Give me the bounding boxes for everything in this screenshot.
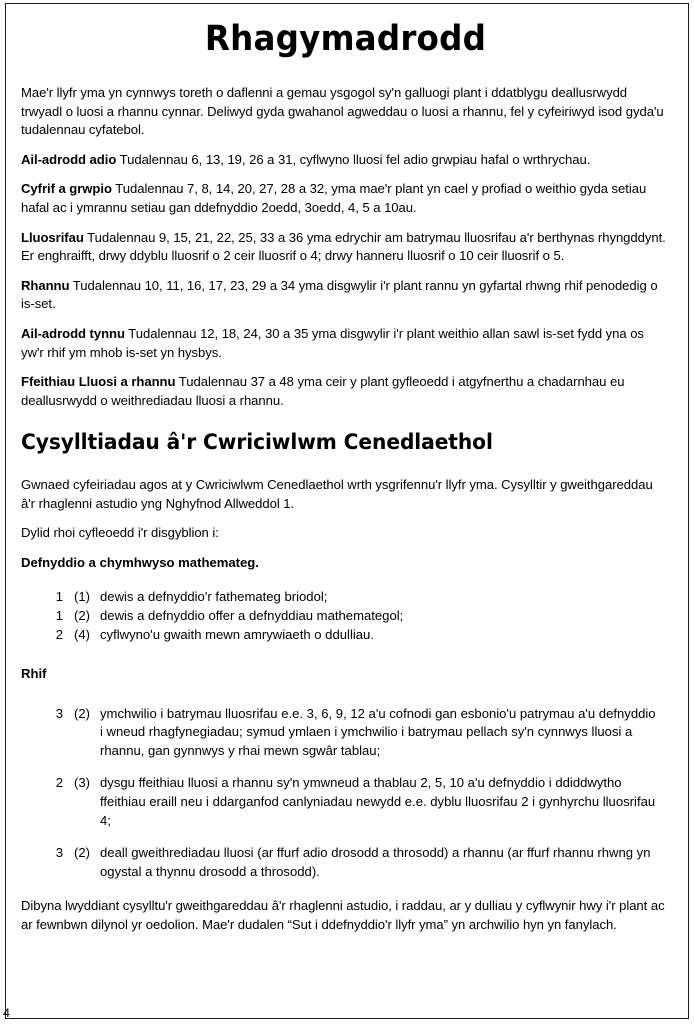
topic-term: Cyfrif a grwpio xyxy=(21,181,112,197)
topic-entry-repeated-subtraction xyxy=(21,325,670,362)
topic-text: Tudalennau 7, 8, 14, 20, 27, 28 a 32, yma mae'r plant yn cael y profiad o weithio gyda setiau hafal ac i ymrannu setiau gan ddefnyddio 2oedd, 3oedd, 4, 5 a 10au. xyxy=(21,181,647,215)
requirement-text: cyflwyno'u gwaith mewn amrywiaeth o ddulliau. xyxy=(100,626,374,642)
spacer xyxy=(21,881,670,897)
topic-entry-sharing xyxy=(21,277,670,314)
spacer xyxy=(21,218,670,229)
topic-text: Tudalennau 10, 11, 16, 17, 23, 29 a 34 yma disgwylir i'r plant rannu yn gyfartal rhwng rhif penodedig o is-set. xyxy=(21,277,658,312)
spacer xyxy=(21,455,670,476)
spacer xyxy=(21,572,670,588)
topic-text: Tudalennau 9, 15, 21, 22, 25, 33 a 36 yma edrychir am batrymau lluosrifau a'r berthynas rhyngddynt. Er enghraifft, drwy ddyblu lluosrif o 2 ceir lluosrif o 4; drwy hanneru lluosrif o 10 ceir lluosrif o 5. xyxy=(21,229,666,264)
requirement-level: 1 xyxy=(55,607,63,623)
topic-entry-multiples xyxy=(21,229,670,266)
requirement-text: deall gweithrediadau lluosi (ar ffurf adio drosodd a throsodd) a rhannu (ar ffurf rhannu rhwng yn ogystal a thynnu drosodd a throsodd). xyxy=(100,845,651,879)
list-item xyxy=(21,607,670,626)
list-item xyxy=(21,588,670,607)
list-item xyxy=(21,626,670,645)
topic-term: Lluosrifau xyxy=(21,229,84,245)
list-item xyxy=(21,844,670,881)
topic-term: Ffeithiau Lluosi a rhannu xyxy=(21,374,176,390)
spacer xyxy=(21,513,670,524)
topic-text: Tudalennau 6, 13, 19, 26 a 31, cyflwyno lluosi fel adio grwpiau hafal o wrthrychau. xyxy=(119,151,591,167)
curriculum-section-heading: Cysylltiadau â'r Cwriciwlwm Cenedlaethol xyxy=(21,430,493,456)
curriculum-paragraph-2: Dylid rhoi cyfleoedd i'r disgyblion i: xyxy=(21,525,219,541)
topic-term: Rhannu xyxy=(21,277,70,293)
requirement-list-using-maths xyxy=(21,588,670,644)
requirement-number: (4) xyxy=(74,626,91,642)
requirement-number: (2) xyxy=(74,845,91,861)
requirement-list-number xyxy=(21,705,670,882)
requirement-text: ymchwilio i batrymau lluosrifau e.e. 3, 6, 9, 12 a'u cofnodi gan esbonio'u patrymau a'u defnyddio i wneud rhagfynegiadau; symud ymlaen i ymchwilio i batrymau pellach sy'n cynnwys lluosi a rhannu, gan gynnwys y rhai mewn sgwâr tablau; xyxy=(100,705,656,758)
requirement-text: dewis a defnyddio'r fathemateg briodol; xyxy=(100,589,328,605)
topic-text: Tudalennau 37 a 48 yma ceir y plant gyfleoedd i atgyfnerthu a chadarnhau eu deallusrwydd o weithrediadau lluosi a rhannu. xyxy=(21,374,625,408)
curriculum-paragraph-1: Gwnaed cyfeiriadau agos at y Cwriciwlwm Cenedlaethol wrth ysgrifennu'r llyfr yma. Cysylltir y gweithgareddau â'r rhaglenni astudio yng Nghyfnod Allweddol 1. xyxy=(21,476,653,511)
spacer xyxy=(21,410,670,431)
requirement-number: (1) xyxy=(74,589,91,605)
list-item xyxy=(21,774,670,830)
closing-paragraph: Dibyna lwyddiant cysylltu'r gweithgareddau â'r rhaglenni astudio, i raddau, ar y dulliau y cyflwynir hwy i'r plant ac ar fewnbwn dilynol yr oedolion. Mae'r dudalen “Sut i ddefnyddio'r llyfr yma” yn archwilio hyn yn fanylach. xyxy=(21,898,665,933)
requirement-text: dewis a defnyddio offer a defnyddiau mathemategol; xyxy=(100,607,404,623)
list-item xyxy=(21,705,670,761)
requirement-level: 1 xyxy=(55,589,63,605)
requirement-number: (2) xyxy=(74,607,91,623)
spacer xyxy=(21,543,670,554)
spacer xyxy=(21,684,670,705)
requirement-number: (3) xyxy=(74,775,91,791)
intro-paragraph: Mae'r llyfr yma yn cynnwys toreth o daflenni a gemau ysgogol sy'n galluogi plant i ddatblygu deallusrwydd trwyadl o luosi a rhannu cynnar. Deliwyd gyda gwahanol agweddau o luosi a rhannu, fel y cyfeiriwyd isod gyda'u tudalennau cyfatebol. xyxy=(21,85,664,138)
page-border-frame xyxy=(5,3,689,1019)
spacer xyxy=(21,644,670,665)
topic-entry-counting-grouping xyxy=(21,180,670,217)
requirement-level: 2 xyxy=(55,626,63,642)
topic-term: Ail-adrodd tynnu xyxy=(21,325,125,341)
requirement-number: (2) xyxy=(74,705,91,721)
requirement-text: dysgu ffeithiau lluosi a rhannu sy'n ymwneud a thablau 2, 5, 10 a'u defnyddio i ddiddwytho ffeithiau eraill neu i ddarganfod canlyniadau newydd e.e. dyblu lluosrifau 2 i gynhyrchu lluosrifau 4; xyxy=(100,775,656,828)
topic-text: Tudalennau 12, 18, 24, 30 a 35 yma disgwylir i'r plant weithio allan sawl is-set fydd yna os yw'r rhif ym mhob is-set yn hysbys. xyxy=(21,325,644,360)
requirement-level: 2 xyxy=(55,775,63,791)
subsection-heading-using-maths: Defnyddio a chymhwyso mathemateg. xyxy=(21,554,259,570)
spacer xyxy=(21,169,670,180)
page-title: Rhagymadrodd xyxy=(204,19,487,59)
topic-term: Ail-adrodd adio xyxy=(21,151,117,167)
page-content xyxy=(6,4,688,1018)
requirement-level: 3 xyxy=(55,845,63,861)
page-number: 4 xyxy=(3,1006,10,1020)
topic-entry-facts xyxy=(21,373,670,410)
spacer xyxy=(21,314,670,325)
requirement-level: 3 xyxy=(55,705,63,721)
topic-entry-repeated-addition xyxy=(21,151,670,170)
spacer xyxy=(21,266,670,277)
subsection-heading-number: Rhif xyxy=(21,666,47,682)
spacer xyxy=(21,57,670,84)
spacer xyxy=(21,362,670,373)
spacer xyxy=(21,140,670,151)
